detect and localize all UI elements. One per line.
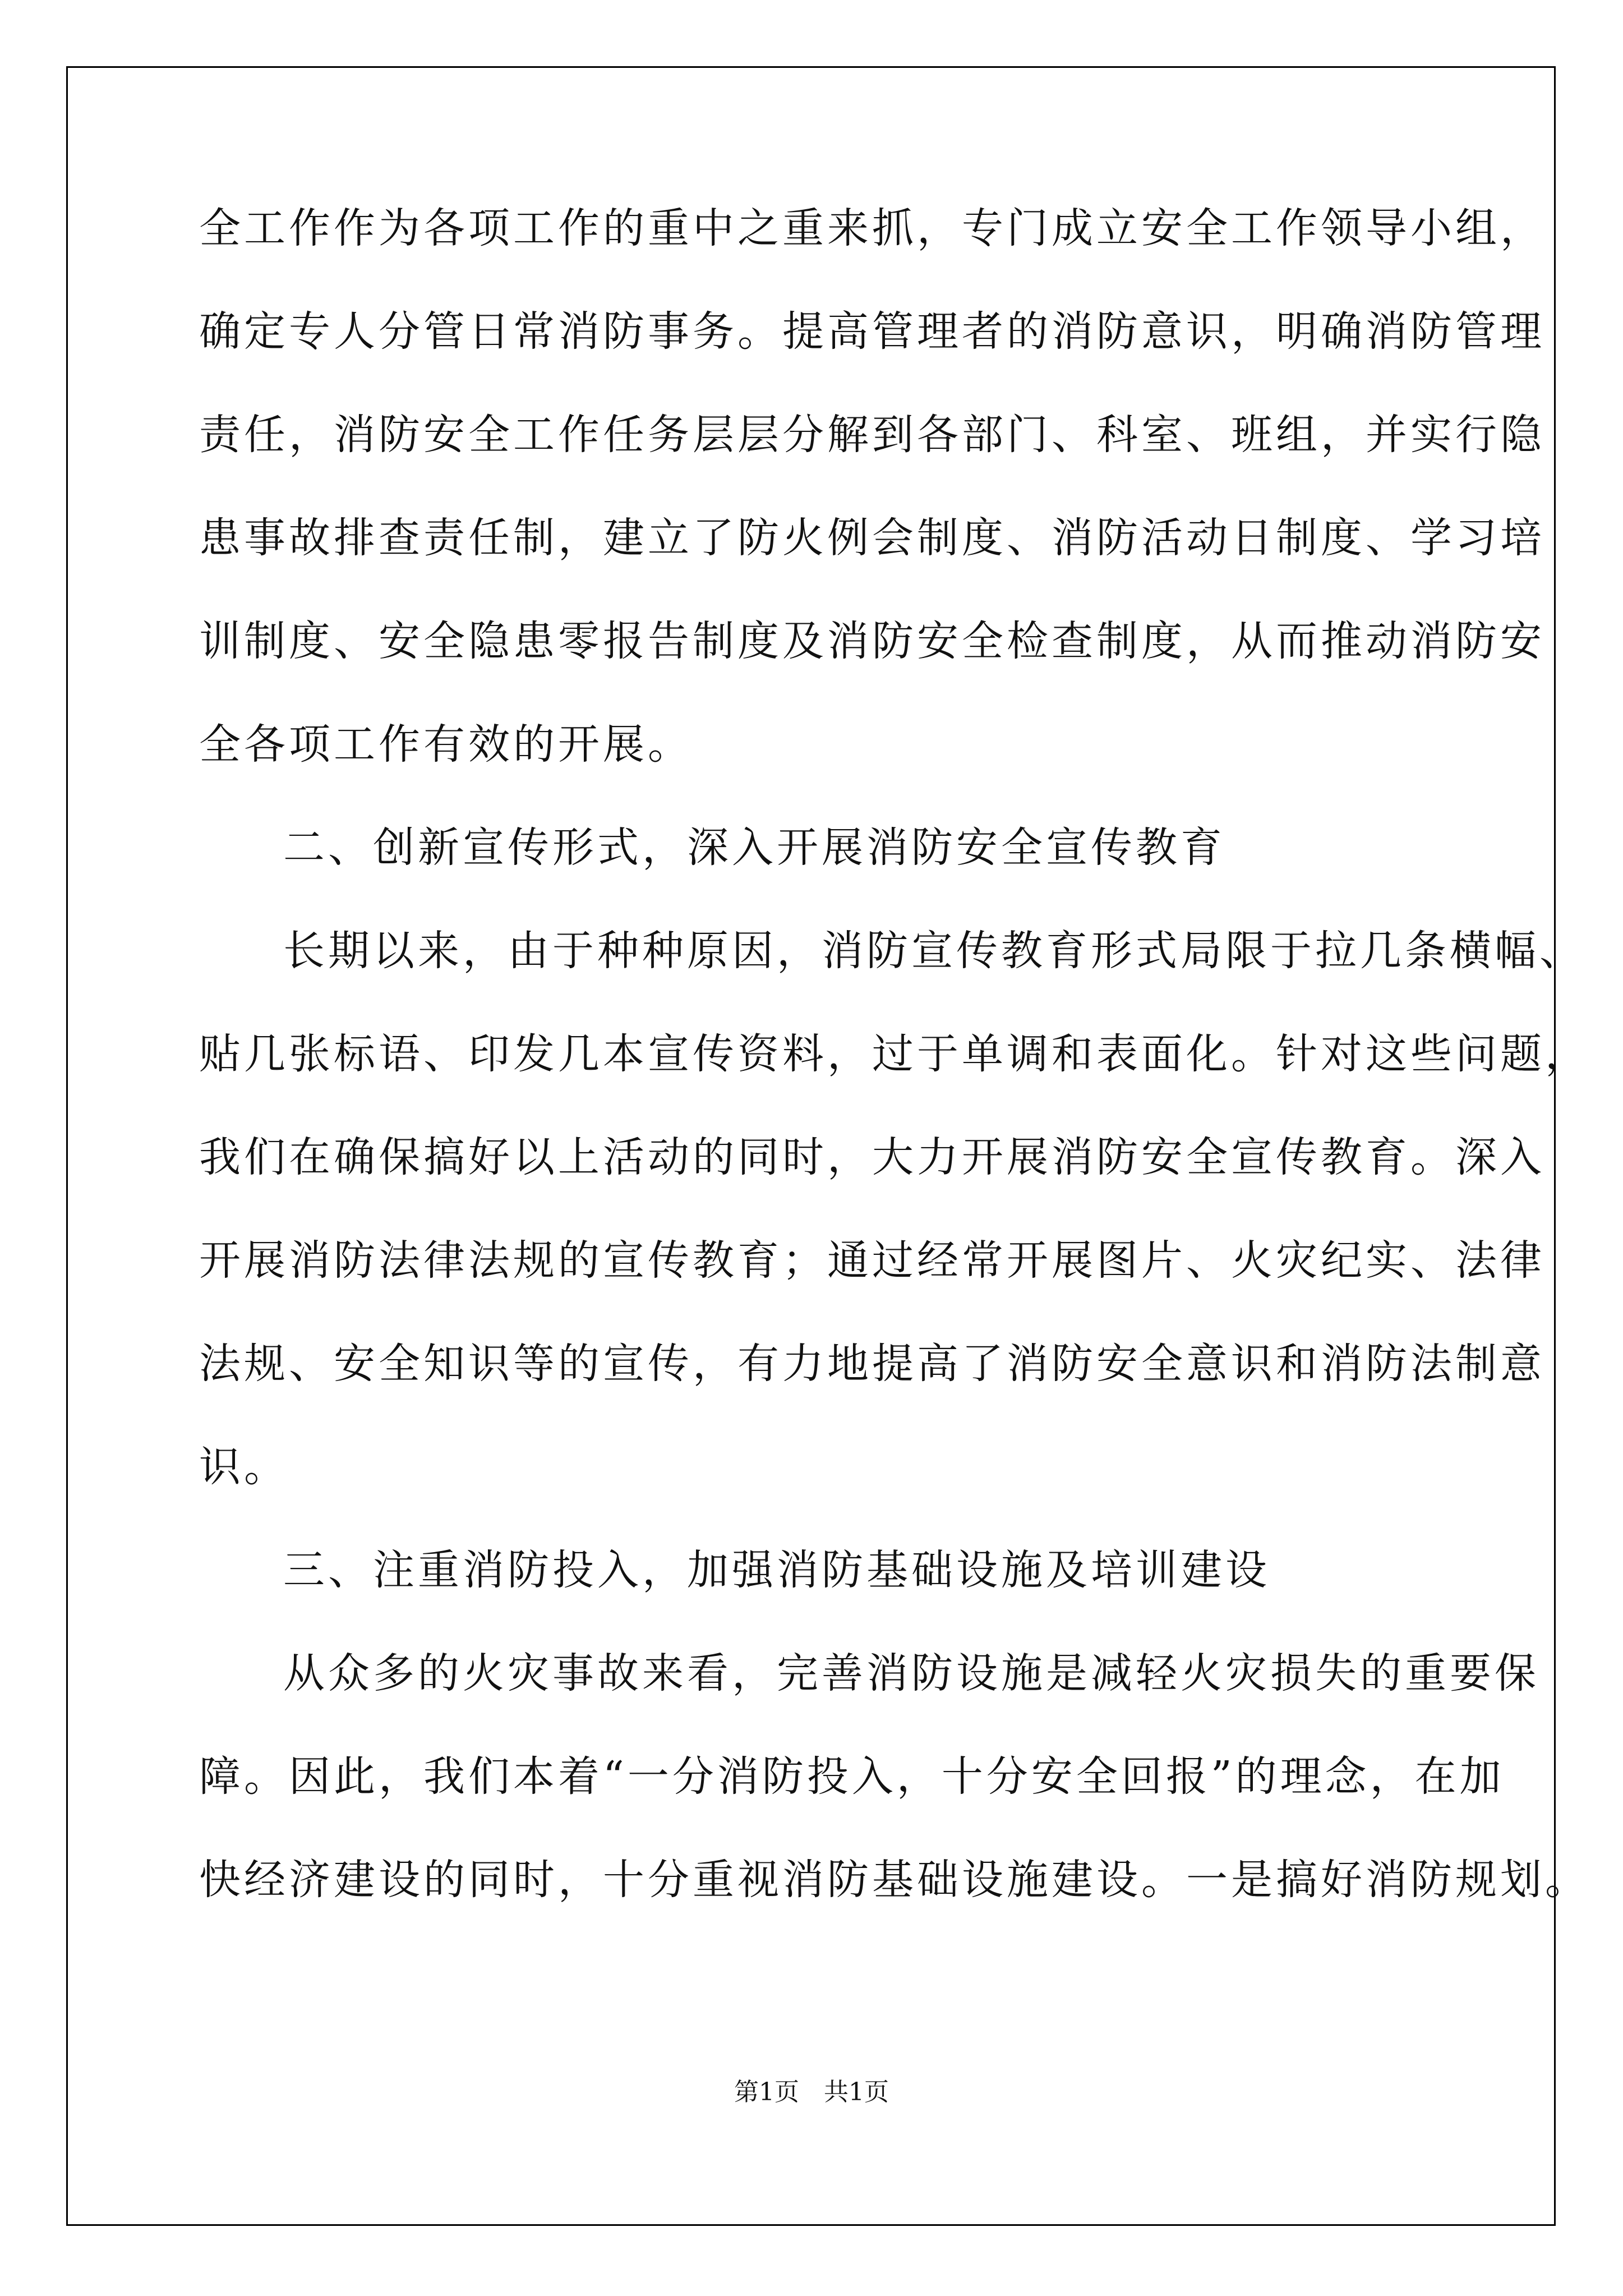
- text-line: 训制度、安全隐患零报告制度及消防安全检查制度，从而推动消防安: [199, 617, 1545, 665]
- section-heading: 二、创新宣传形式，深入开展消防安全宣传教育: [283, 823, 1225, 872]
- text-line: 全工作作为各项工作的重中之重来抓，专门成立安全工作领导小组，: [199, 204, 1545, 252]
- text-line: 障。因此，我们本着“一分消防投入，十分安全回报”的理念，在加: [199, 1752, 1505, 1801]
- text-line: 从众多的火灾事故来看，完善消防设施是减轻火灾损失的重要保: [283, 1649, 1539, 1697]
- text-line: 开展消防法律法规的宣传教育；通过经常开展图片、火灾纪实、法律: [199, 1236, 1545, 1285]
- text-line: 贴几张标语、印发几本宣传资料，过于单调和表面化。针对这些问题，: [199, 1030, 1590, 1078]
- text-line: 患事故排查责任制，建立了防火例会制度、消防活动日制度、学习培: [199, 514, 1545, 562]
- section-heading: 三、注重消防投入，加强消防基础设施及培训建设: [283, 1546, 1270, 1594]
- text-line: 长期以来，由于种种原因，消防宣传教育形式局限于拉几条横幅、: [283, 927, 1584, 975]
- text-line: 确定专人分管日常消防事务。提高管理者的消防意识，明确消防管理: [199, 307, 1545, 356]
- text-line: 快经济建设的同时，十分重视消防基础设施建设。一是搞好消防规划。: [199, 1856, 1590, 1904]
- text-line: 识。: [199, 1443, 289, 1491]
- text-line: 我们在确保搞好以上活动的同时，大力开展消防安全宣传教育。深入: [199, 1133, 1545, 1181]
- text-line: 全各项工作有效的开展。: [199, 720, 693, 769]
- text-line: 法规、安全知识等的宣传，有力地提高了消防安全意识和消防法制意: [199, 1340, 1545, 1388]
- page-number-footer: 第1页 共1页: [734, 2078, 889, 2106]
- text-line: 责任，消防安全工作任务层层分解到各部门、科室、班组，并实行隐: [199, 411, 1545, 459]
